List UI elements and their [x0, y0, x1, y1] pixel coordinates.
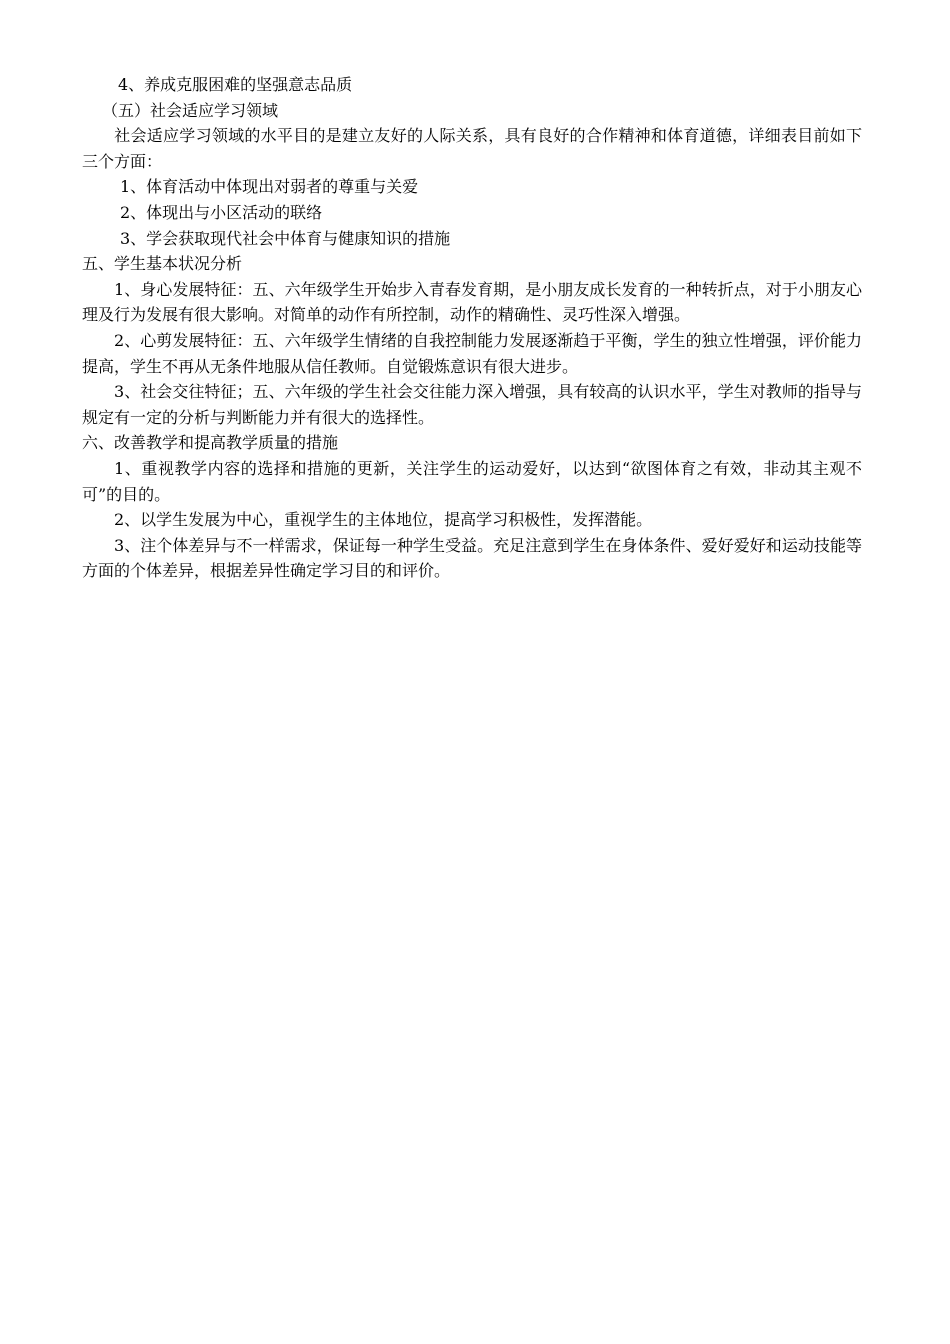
- measure-paragraph: [82, 533, 862, 584]
- measure-text: 2、以学生发展为中心，重视学生的主体地位，提高学习积极性，发挥潜能。: [114, 510, 653, 530]
- analysis-text: 2、心剪发展特征：五、六年级学生情绪的自我控制能力发展逐渐趋于平衡，学生的独立性增强，评价能力提高，学生不再从无条件地服从信任教师。自觉锻炼意识有很大进步。: [82, 330, 862, 376]
- document-page: [82, 72, 862, 584]
- measure-text: 1、重视教学内容的选择和措施的更新，关注学生的运动爱好，以达到“欲图体育之有效，非动其主观不可”的目的。: [82, 458, 862, 504]
- section-social-adaptation-heading: （五）社会适应学习领域: [102, 100, 279, 120]
- measure-paragraph: [82, 507, 862, 533]
- analysis-paragraph: [82, 379, 862, 430]
- section-social-adaptation-intro: [82, 123, 862, 174]
- analysis-text: 3、社会交往特征；五、六年级的学生社会交往能力深入增强，具有较高的认识水平，学生对教师的指导与规定有一定的分析与判断能力并有很大的选择性。: [82, 382, 862, 427]
- list-item: 1、体育活动中体现出对弱者的尊重与关爱: [120, 177, 419, 197]
- heading-student-analysis: 五、学生基本状况分析: [82, 254, 243, 274]
- measure-text: 3、注个体差异与不一样需求，保证每一种学生受益。充足注意到学生在身体条件、爱好爱好和运动技能等方面的个体差异，根据差异性确定学习目的和评价。: [82, 535, 862, 581]
- item-will-quality: 4、养成克服困难的坚强意志品质: [118, 75, 353, 94]
- measure-paragraph: [82, 456, 862, 507]
- section-intro-text: 社会适应学习领域的水平目的是建立友好的人际关系，具有良好的合作精神和体育道德，详细表目前如下三个方面：: [82, 126, 862, 171]
- analysis-text: 1、身心发展特征：五、六年级学生开始步入青春发育期，是小朋友成长发育的一种转折点，对于小朋友心理及行为发展有很大影响。对简单的动作有所控制，动作的精确性、灵巧性深入增强。: [82, 279, 862, 325]
- heading-teaching-measures: 六、改善教学和提高教学质量的措施: [82, 433, 339, 453]
- analysis-paragraph: [82, 328, 862, 379]
- list-item: 3、学会获取现代社会中体育与健康知识的措施: [120, 228, 451, 248]
- list-item: 2、体现出与小区活动的联络: [120, 202, 323, 222]
- analysis-paragraph: [82, 277, 862, 328]
